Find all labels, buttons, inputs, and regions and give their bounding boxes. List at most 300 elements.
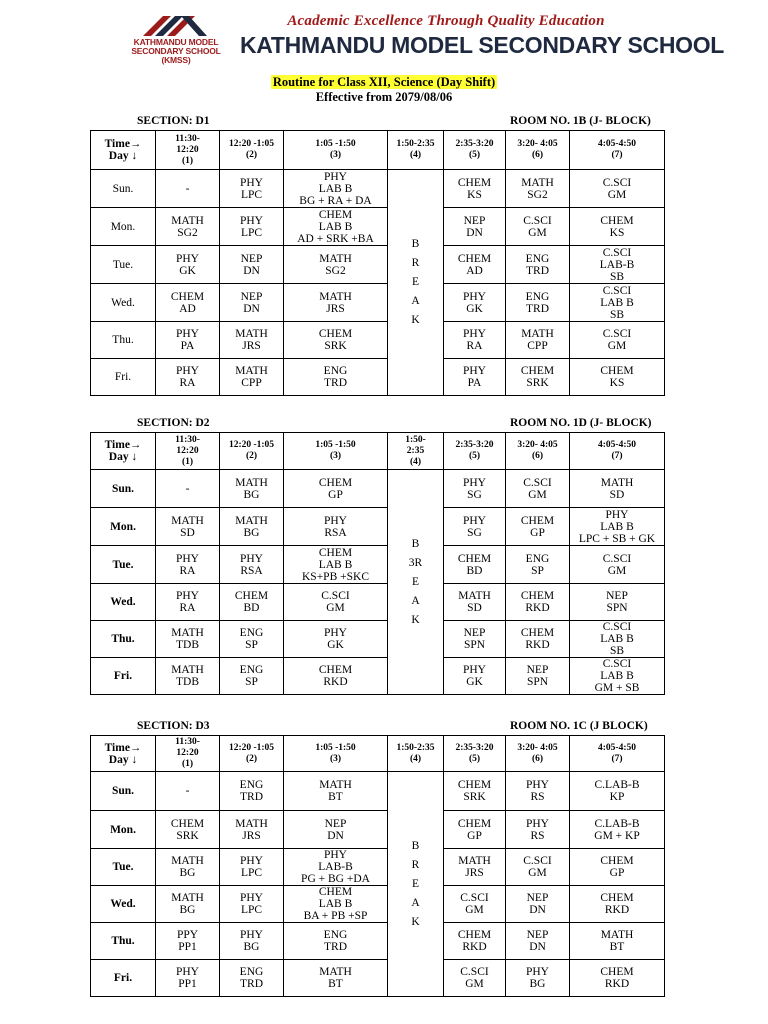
subject-line: GP bbox=[609, 867, 625, 879]
subject-line: C.SCI bbox=[602, 621, 632, 633]
timetable-cell bbox=[156, 960, 220, 997]
subject-line: BG bbox=[243, 941, 260, 953]
subject-line: - bbox=[185, 482, 190, 495]
routine-table bbox=[90, 735, 665, 997]
break-letter: B bbox=[411, 238, 420, 250]
timetable-cell bbox=[444, 546, 506, 584]
subject-line: SB bbox=[609, 270, 625, 283]
subject-line: C.SCI bbox=[602, 328, 632, 340]
subject-line: RKD bbox=[323, 676, 348, 688]
day-cell: Fri. bbox=[91, 359, 156, 396]
day-cell: Wed. bbox=[91, 584, 156, 621]
subject-line: C.SCI bbox=[460, 892, 489, 904]
subject-line: SRK bbox=[526, 377, 549, 389]
subject-line: GM bbox=[326, 602, 345, 614]
period-line: (5) bbox=[468, 451, 481, 461]
subject-line: NEP bbox=[463, 214, 486, 227]
break-letter: B bbox=[411, 839, 420, 852]
timetable-cell bbox=[220, 772, 284, 811]
subject-line: KS bbox=[609, 377, 625, 389]
subject-line: ENG bbox=[239, 966, 264, 978]
subject-line: SRK bbox=[176, 829, 199, 842]
subject-line: MATH bbox=[319, 290, 352, 303]
subject-line: SB bbox=[609, 645, 625, 657]
timetable-cell bbox=[570, 886, 665, 923]
period-header bbox=[284, 736, 388, 772]
timetable-cell bbox=[220, 849, 284, 886]
subject-line: LAB B bbox=[318, 182, 353, 195]
subject-line: CHEM bbox=[457, 252, 492, 265]
subject-line: MATH bbox=[235, 514, 268, 527]
subject-line: C.SCI bbox=[523, 214, 552, 227]
timetable-cell bbox=[444, 322, 506, 359]
subject-line: RKD bbox=[525, 602, 550, 614]
subject-line: BG + RA + DA bbox=[299, 194, 372, 207]
subject-line: CHEM bbox=[520, 627, 555, 639]
timetable-cell bbox=[220, 658, 284, 695]
period-line: (7) bbox=[611, 150, 623, 160]
logo-line-2: SECONDARY SCHOOL bbox=[131, 46, 221, 56]
subject-line: DN bbox=[327, 829, 344, 842]
break-letter: K bbox=[411, 613, 420, 626]
timetable-cell bbox=[220, 886, 284, 923]
table-row bbox=[91, 960, 665, 997]
subject-line: GM bbox=[528, 488, 547, 501]
timetable-cell bbox=[444, 811, 506, 849]
timetable-cell bbox=[284, 284, 388, 322]
subject-line: PHY bbox=[462, 664, 486, 676]
subject-line: RA bbox=[179, 602, 196, 614]
subject-line: C.SCI bbox=[602, 658, 632, 670]
period-line: 11:30- bbox=[175, 434, 200, 445]
header-row bbox=[91, 433, 665, 470]
period-header bbox=[388, 736, 444, 772]
school-logo bbox=[112, 12, 240, 72]
table-row bbox=[91, 208, 665, 246]
subject-line: - bbox=[185, 182, 190, 195]
day-cell: Wed. bbox=[91, 886, 156, 923]
subject-line: GM + SB bbox=[594, 682, 640, 694]
subject-line: TRD bbox=[240, 791, 263, 803]
subject-line: SD bbox=[467, 602, 482, 614]
subject-line: PHY bbox=[239, 176, 263, 189]
subject-line: GP bbox=[530, 526, 545, 539]
subject-line: SB bbox=[609, 308, 625, 321]
table-row bbox=[91, 359, 665, 396]
subject-line: CHEM bbox=[170, 817, 205, 830]
subject-line: MATH bbox=[235, 476, 268, 489]
timetable-cell bbox=[444, 170, 506, 208]
table-row bbox=[91, 849, 665, 886]
timetable-cell bbox=[506, 470, 570, 508]
timetable-cell bbox=[284, 923, 388, 960]
timetable-cell bbox=[156, 811, 220, 849]
break-letter: A bbox=[411, 594, 420, 607]
period-line: (6) bbox=[531, 451, 544, 461]
timetable-cell bbox=[570, 170, 665, 208]
subject-line: DN bbox=[529, 941, 546, 953]
subject-line: BG bbox=[179, 904, 196, 916]
subject-line: GM bbox=[607, 340, 627, 352]
subject-line: LPC bbox=[240, 904, 263, 916]
subject-line: GM + KP bbox=[594, 829, 640, 842]
subject-line: AD bbox=[179, 302, 196, 315]
timetable-cell bbox=[444, 246, 506, 284]
subject-line: CHEM bbox=[600, 892, 634, 904]
subject-line: MATH bbox=[521, 176, 554, 189]
day-cell: Fri. bbox=[91, 658, 156, 695]
room-label: ROOM NO. 1C (J BLOCK) bbox=[510, 720, 648, 732]
subject-line: NEP bbox=[606, 590, 628, 602]
timetable-cell bbox=[506, 246, 570, 284]
timetable-cell bbox=[570, 546, 665, 584]
subject-line: TRD bbox=[526, 302, 549, 315]
subject-line: DN bbox=[243, 302, 260, 315]
subject-line: NEP bbox=[240, 290, 263, 303]
period-line: 12:20 -1:05 bbox=[228, 742, 275, 753]
subject-line: AD + SRK +BA bbox=[297, 232, 374, 245]
subject-line: PHY bbox=[239, 552, 263, 565]
period-line: (3) bbox=[329, 451, 342, 461]
subject-line: MATH bbox=[235, 328, 268, 340]
period-line: 1:50-2:35 bbox=[396, 742, 435, 753]
subject-line: C.LAB-B bbox=[594, 779, 640, 791]
period-header bbox=[156, 433, 220, 470]
timetable-cell bbox=[156, 322, 220, 359]
subject-line: LAB B bbox=[600, 633, 634, 645]
table-row bbox=[91, 621, 665, 658]
timetable-cell bbox=[444, 208, 506, 246]
period-line: (7) bbox=[611, 753, 623, 764]
subject-line: MATH bbox=[600, 476, 634, 489]
subject-line: PHY bbox=[525, 966, 549, 978]
subject-line: RKD bbox=[604, 904, 630, 916]
timetable-cell bbox=[506, 849, 570, 886]
subject-line: CHEM bbox=[318, 546, 353, 559]
effective-date: Effective from 2079/08/06 bbox=[315, 90, 453, 104]
break-text bbox=[388, 235, 443, 330]
period-header bbox=[220, 131, 284, 170]
break-text bbox=[388, 837, 443, 932]
subject-line: CHEM bbox=[318, 886, 353, 898]
timetable-cell bbox=[284, 960, 388, 997]
break-letter: 3R bbox=[408, 556, 423, 569]
timetable-cell bbox=[506, 508, 570, 546]
subject-line: ENG bbox=[525, 290, 550, 303]
subject-line: KP bbox=[609, 791, 625, 803]
timetable-cell bbox=[284, 772, 388, 811]
subject-line: SP bbox=[245, 676, 258, 688]
timetable-cell bbox=[570, 849, 665, 886]
subject-line: JRS bbox=[326, 302, 345, 315]
timetable-cell bbox=[570, 470, 665, 508]
subject-line: TRD bbox=[324, 941, 347, 953]
subject-line: LPC bbox=[240, 226, 263, 239]
corner-line: Day ↓ bbox=[108, 150, 138, 162]
period-line: (4) bbox=[409, 150, 422, 160]
timetable-cell bbox=[506, 322, 570, 359]
school-name: KATHMANDU MODEL SECONDARY SCHOOL bbox=[240, 32, 725, 58]
school-logo-icon bbox=[141, 12, 211, 38]
subject-line: C.LAB-B bbox=[594, 817, 640, 830]
subject-line: PP1 bbox=[178, 941, 197, 953]
timetable-cell bbox=[444, 621, 506, 658]
subject-line: PA bbox=[467, 377, 482, 389]
subject-line: C.SCI bbox=[321, 590, 350, 602]
subject-line: KS bbox=[467, 188, 482, 201]
subject-line: C.SCI bbox=[523, 855, 552, 867]
period-line: 2:35-3:20 bbox=[455, 139, 494, 149]
subject-line: PHY bbox=[175, 590, 199, 602]
subject-line: C.SCI bbox=[602, 284, 632, 297]
subject-line: CHEM bbox=[318, 664, 353, 676]
period-line: (1) bbox=[181, 155, 194, 166]
timetable-cell bbox=[570, 208, 665, 246]
timetable-cell bbox=[156, 170, 220, 208]
timetable-cell bbox=[444, 923, 506, 960]
subject-line: SG2 bbox=[527, 188, 548, 201]
subject-line: C.SCI bbox=[602, 246, 632, 259]
subject-line: TDB bbox=[176, 639, 199, 651]
subject-line: GK bbox=[466, 302, 483, 315]
period-header bbox=[444, 131, 506, 170]
subject-line: CHEM bbox=[318, 476, 353, 489]
period-line: 4:05-4:50 bbox=[598, 139, 636, 149]
day-cell: Sun. bbox=[91, 170, 156, 208]
period-line: (2) bbox=[245, 150, 258, 160]
table-row bbox=[91, 658, 665, 695]
period-header bbox=[156, 131, 220, 170]
timetable-cell bbox=[284, 584, 388, 621]
period-line: 2:35-3:20 bbox=[455, 742, 494, 753]
section-label: SECTION: D1 bbox=[137, 115, 210, 127]
subject-line: TRD bbox=[526, 264, 549, 277]
subject-line: SPN bbox=[606, 602, 628, 614]
timetable-cell bbox=[506, 886, 570, 923]
subject-line: CHEM bbox=[600, 214, 634, 227]
subject-line: GM bbox=[465, 904, 484, 916]
subject-line: BG bbox=[243, 526, 260, 539]
subject-line: SPN bbox=[526, 676, 549, 688]
subject-line: SG2 bbox=[177, 226, 198, 239]
subject-line: CHEM bbox=[170, 290, 205, 303]
timetable-cell bbox=[156, 546, 220, 584]
subject-line: LPC bbox=[240, 867, 263, 879]
page-header bbox=[0, 0, 768, 75]
timetable-cell bbox=[444, 470, 506, 508]
timetable-cell bbox=[220, 508, 284, 546]
time-day-corner bbox=[91, 736, 156, 772]
subject-line: GM bbox=[528, 867, 547, 879]
period-line: (3) bbox=[329, 150, 342, 160]
subject-line: RSA bbox=[240, 564, 263, 577]
subject-line: TRD bbox=[240, 978, 263, 990]
subject-line: MATH bbox=[235, 817, 268, 830]
timetable-cell bbox=[284, 246, 388, 284]
timetable-cell bbox=[156, 470, 220, 508]
period-header bbox=[506, 736, 570, 772]
table-row bbox=[91, 886, 665, 923]
subject-line: SRK bbox=[463, 791, 486, 803]
timetable-cell bbox=[156, 621, 220, 658]
day-cell: Thu. bbox=[91, 621, 156, 658]
break-letter: A bbox=[411, 295, 420, 307]
timetable-cell bbox=[506, 923, 570, 960]
timetable-cell bbox=[444, 584, 506, 621]
subject-line: MATH bbox=[171, 664, 204, 676]
subject-line: PHY bbox=[239, 214, 263, 227]
subject-line: CHEM bbox=[457, 552, 492, 565]
subject-line: CHEM bbox=[600, 855, 634, 867]
logo-line-3: (KMSS) bbox=[161, 55, 191, 65]
subject-line: PHY bbox=[605, 508, 629, 521]
time-day-corner bbox=[91, 433, 156, 470]
period-line: (2) bbox=[245, 451, 258, 461]
section-label: SECTION: D2 bbox=[137, 417, 210, 429]
routine-title-text: Routine for Class XII, Science (Day Shift) bbox=[272, 75, 496, 89]
period-line: (2) bbox=[245, 753, 258, 764]
table-row bbox=[91, 546, 665, 584]
subject-line: SD bbox=[609, 488, 625, 501]
timetable-cell bbox=[156, 508, 220, 546]
timetable-cell bbox=[220, 284, 284, 322]
subject-line: SG2 bbox=[325, 264, 346, 277]
timetable-cell bbox=[156, 584, 220, 621]
timetable-cell bbox=[570, 584, 665, 621]
timetable-cell bbox=[506, 546, 570, 584]
subject-line: LAB B bbox=[600, 670, 634, 682]
table-row bbox=[91, 284, 665, 322]
subject-line: AD bbox=[466, 264, 483, 277]
subject-line: LAB B bbox=[318, 898, 353, 910]
day-cell: Thu. bbox=[91, 923, 156, 960]
header-row bbox=[91, 736, 665, 772]
period-line: (4) bbox=[409, 456, 422, 467]
timetable-cell bbox=[506, 658, 570, 695]
table-row bbox=[91, 923, 665, 960]
subject-line: PHY bbox=[525, 817, 549, 830]
timetable-cell bbox=[506, 170, 570, 208]
period-header bbox=[284, 131, 388, 170]
subject-line: JRS bbox=[465, 867, 484, 879]
subject-line: PP1 bbox=[178, 978, 197, 990]
timetable-cell bbox=[284, 546, 388, 584]
subject-line: CHEM bbox=[600, 365, 634, 377]
subject-line: LPC bbox=[240, 188, 263, 201]
subject-line: LAB-B bbox=[599, 258, 635, 271]
timetable-cell bbox=[570, 508, 665, 546]
subject-line: BD bbox=[466, 564, 483, 577]
subject-line: SG bbox=[467, 488, 482, 501]
timetable-cell bbox=[284, 208, 388, 246]
routine-table bbox=[90, 432, 665, 695]
day-cell: Thu. bbox=[91, 322, 156, 359]
subject-line: ENG bbox=[525, 552, 550, 565]
timetable-cell bbox=[284, 811, 388, 849]
subject-line: CHEM bbox=[520, 590, 555, 602]
table-row bbox=[91, 322, 665, 359]
subject-line: RA bbox=[179, 564, 196, 577]
subject-line: BG bbox=[179, 867, 196, 879]
timetable-cell bbox=[444, 772, 506, 811]
subject-line: GK bbox=[466, 676, 483, 688]
timetable-cell bbox=[506, 960, 570, 997]
subject-line: RS bbox=[530, 829, 545, 842]
timetable-cell bbox=[570, 246, 665, 284]
subject-line: BT bbox=[609, 941, 625, 953]
subject-line: BG bbox=[243, 488, 260, 501]
period-line: 1:05 -1:50 bbox=[315, 440, 356, 450]
timetable-cell bbox=[570, 359, 665, 396]
subject-line: ENG bbox=[239, 779, 264, 791]
break-cell bbox=[388, 170, 444, 396]
subject-line: PHY bbox=[323, 170, 347, 183]
period-line: (6) bbox=[531, 753, 544, 764]
break-letter: K bbox=[411, 314, 420, 326]
subject-line: SD bbox=[180, 526, 195, 539]
table-row bbox=[91, 772, 665, 811]
period-header bbox=[388, 131, 444, 170]
subject-line: BD bbox=[243, 602, 260, 614]
subject-line: PHY bbox=[462, 328, 486, 340]
timetable-cell bbox=[570, 772, 665, 811]
timetable-cell bbox=[506, 584, 570, 621]
period-line: 2:35-3:20 bbox=[455, 440, 494, 450]
corner-line: Time→ bbox=[104, 138, 142, 150]
subject-line: MATH bbox=[171, 514, 204, 527]
subject-line: LAB B bbox=[318, 558, 353, 571]
break-letter: K bbox=[411, 915, 420, 928]
period-line: 12:20 -1:05 bbox=[228, 440, 275, 450]
day-cell: Wed. bbox=[91, 284, 156, 322]
period-line: 1:50-2:35 bbox=[396, 139, 435, 149]
subject-line: PPY bbox=[176, 929, 199, 941]
period-line: 4:05-4:50 bbox=[598, 440, 636, 450]
subject-line: PHY bbox=[175, 552, 199, 565]
timetable-cell bbox=[444, 359, 506, 396]
timetable-cell bbox=[570, 811, 665, 849]
timetable-cell bbox=[220, 470, 284, 508]
subject-line: GK bbox=[327, 639, 344, 651]
table-row bbox=[91, 508, 665, 546]
timetable-cell bbox=[284, 322, 388, 359]
day-cell: Mon. bbox=[91, 811, 156, 849]
subject-line: PHY bbox=[323, 514, 347, 527]
period-header bbox=[506, 433, 570, 470]
subject-line: C.SCI bbox=[602, 552, 632, 565]
day-cell: Tue. bbox=[91, 246, 156, 284]
timetable-cell bbox=[506, 811, 570, 849]
subject-line: RSA bbox=[324, 526, 347, 539]
subject-line: MATH bbox=[458, 590, 491, 602]
period-line: (5) bbox=[468, 753, 481, 764]
timetable-cell bbox=[284, 508, 388, 546]
day-cell: Fri. bbox=[91, 960, 156, 997]
subject-line: CPP bbox=[527, 340, 548, 352]
logo-line-1: KATHMANDU MODEL bbox=[133, 37, 219, 47]
period-line: (5) bbox=[468, 150, 481, 160]
period-line: 12:20 bbox=[176, 445, 199, 456]
subject-line: ENG bbox=[323, 929, 348, 941]
timetable-cell bbox=[570, 960, 665, 997]
subject-line: PHY bbox=[323, 849, 347, 861]
subject-line: PHY bbox=[525, 779, 549, 791]
timetable-cell bbox=[220, 246, 284, 284]
period-header bbox=[506, 131, 570, 170]
period-line: 11:30- bbox=[175, 737, 200, 747]
timetable-cell bbox=[284, 170, 388, 208]
timetable-cell bbox=[506, 208, 570, 246]
